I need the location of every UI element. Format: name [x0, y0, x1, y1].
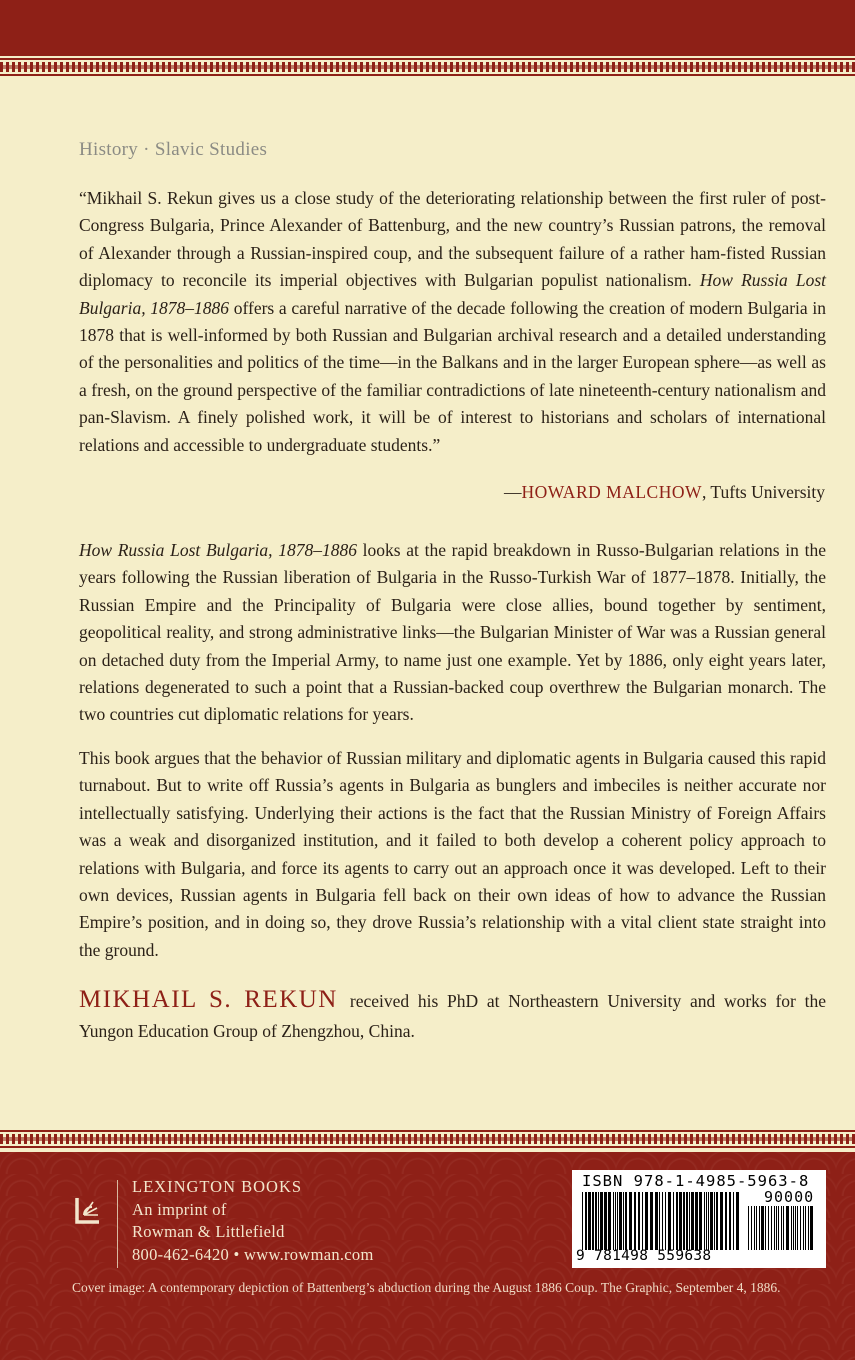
barcode-bar: [623, 1192, 624, 1250]
barcode-bar: [615, 1192, 616, 1250]
barcode-bar: [714, 1192, 715, 1250]
barcode-bar: [797, 1206, 798, 1250]
barcode-bar: [691, 1192, 694, 1250]
quote-book-title: How Russia Lost Bulgaria, 1878–1886: [79, 270, 827, 318]
barcode-bar: [774, 1206, 775, 1250]
barcode-bar: [810, 1206, 813, 1250]
bottom-decorative-border: [0, 1128, 855, 1152]
barcode-bar: [619, 1192, 622, 1250]
barcode-bar: [803, 1206, 804, 1250]
barcode-bar: [805, 1206, 806, 1250]
barcode-bar: [642, 1192, 643, 1250]
barcode-bar: [754, 1206, 755, 1250]
barcode-bar: [600, 1192, 603, 1250]
endorser-name: HOWARD MALCHOW: [521, 482, 702, 502]
barcode-bar: [710, 1192, 713, 1250]
description-book-title: How Russia Lost Bulgaria, 1878–1886: [79, 540, 357, 560]
barcode-bar: [716, 1192, 718, 1250]
barcode-bar: [676, 1192, 678, 1250]
publisher-divider: [117, 1180, 118, 1268]
top-color-band: [0, 0, 855, 56]
barcode-bar: [625, 1192, 627, 1250]
barcode-bar: [645, 1192, 648, 1250]
barcode-bar: [708, 1192, 709, 1250]
barcode-bar: [595, 1192, 597, 1250]
barcode-bar: [808, 1206, 809, 1250]
isbn-number: ISBN 978-1-4985-5963-8: [582, 1172, 810, 1190]
barcode-bars-main: [582, 1192, 740, 1250]
barcode-bar: [759, 1206, 760, 1250]
lexington-logo-icon: [73, 1196, 101, 1226]
barcode-bar: [604, 1192, 607, 1250]
barcode-addon-digits: 90000: [764, 1188, 815, 1206]
barcode-bar: [706, 1192, 707, 1250]
barcode-bar: [689, 1192, 690, 1250]
barcode-bar: [655, 1192, 658, 1250]
barcode-bar: [592, 1192, 594, 1250]
barcode-bar: [733, 1192, 734, 1250]
barcode-bar: [729, 1192, 731, 1250]
barcode-bar: [778, 1206, 779, 1250]
author-bio: [79, 985, 826, 1046]
barcode-bar: [617, 1192, 618, 1250]
barcode-bar: [748, 1206, 749, 1250]
barcode-bar: [686, 1192, 688, 1250]
barcode-bar: [751, 1206, 752, 1250]
quote-text-part2: offers a careful narrative of the decade following the creation of modern Bulgaria in 1878 that is well-informed by both Russian and Bulgarian archival research and a detailed understanding of the personalities and politics of the time—in the Balkans and in the larger European sphere—as well as a fresh, on the ground perspective of the familiar contradictions of late nineteenth-century nationalism and pan-Slavism. A finely polished work, it will be of interest to historians and scholars of international relations and accessible to undergraduate students.”: [79, 297, 826, 455]
barcode-bars-addon: [748, 1206, 816, 1250]
author-name: MIKHAIL S. REKUN: [79, 986, 338, 1013]
barcode-bar: [582, 1192, 583, 1250]
barcode-bar: [673, 1192, 674, 1250]
barcode-bar: [585, 1192, 587, 1250]
publisher-block: [73, 1176, 433, 1272]
description-paragraph-1: [79, 537, 826, 729]
barcode-bar: [699, 1192, 702, 1250]
barcode-bar: [795, 1206, 796, 1250]
parent-publisher: Rowman & Littlefield: [132, 1222, 285, 1241]
author-bio-text: received his PhD at Northeastern University and works for the Yungon Education Group of Zhengzhou, China.: [79, 991, 826, 1041]
barcode-bar: [768, 1206, 769, 1250]
barcode-bar: [786, 1206, 789, 1250]
publisher-contact: 800-462-6420 • www.rowman.com: [132, 1244, 374, 1264]
barcode-bar: [793, 1206, 794, 1250]
barcode-bar: [791, 1206, 792, 1250]
barcode-bar: [629, 1192, 632, 1250]
barcode-bar: [765, 1206, 766, 1250]
barcode-bar: [679, 1192, 682, 1250]
barcode-bar: [598, 1192, 599, 1250]
cover-image-credit: Cover image: A contemporary depiction of Battenberg’s abduction during the August 1886 Coup. The Graphic, September 4, 1886.: [72, 1280, 781, 1295]
publisher-name: LEXINGTON BOOKS: [132, 1177, 303, 1196]
barcode-bar: [720, 1192, 723, 1250]
description-text-1: looks at the rapid breakdown in Russo-Bulgarian relations in the years following the Russian liberation of Bulgaria in the Russo-Turkish War of 1877–1878. Initially, the Russian Empire and the Principality of Bulgaria were close allies, bound together by sentiment, geopolitical reality, and strong administrative links—the Bulgarian Minister of War was a Russian general on detached duty from the Imperial Army, to name just one example. Yet by 1886, only eight years later, relations degenerated to such a point that a Russian-backed coup overthrew the Bulgarian monarch. The two countries cut diplomatic relations for years.: [79, 540, 826, 725]
barcode-bar: [771, 1206, 772, 1250]
barcode-bar: [725, 1192, 727, 1250]
barcode-bar: [638, 1192, 640, 1250]
barcode-bar: [781, 1206, 782, 1250]
barcode-bar: [783, 1206, 784, 1250]
barcode-bar: [704, 1192, 705, 1250]
endorsement-quote: [79, 185, 826, 459]
barcode-bar: [588, 1192, 591, 1250]
barcode-bar: [761, 1206, 764, 1250]
barcode-bar: [736, 1192, 739, 1250]
imprint-line: An imprint of: [132, 1199, 227, 1219]
barcode-bar: [650, 1192, 653, 1250]
barcode-bar: [668, 1192, 671, 1250]
description-text-2: This book argues that the behavior of Russian military and diplomatic agents in Bulgaria caused this rapid turnabout. But to write off Russia’s agents in Bulgaria as bunglers and imbeciles is neither accurate nor intellectually satisfying. Underlying their actions is the fact that the Russian Ministry of Foreign Affairs was a weak and disorganized institution, and it failed to both develop a coherent policy approach to relations with Bulgaria, and force its agents to carry out an approach once it was developed. Left to their own devices, Russian agents in Bulgaria fell back on their own ideas of how to advance the Russian Empire’s position, and in doing so, they drove Russia’s relationship with a vital client state straight into the ground.: [79, 748, 826, 960]
barcode-bar: [659, 1192, 660, 1250]
barcode-bar: [695, 1192, 698, 1250]
ean-digits: 9 781498 559638: [576, 1248, 712, 1264]
barcode-bar: [662, 1192, 663, 1250]
top-decorative-border: [0, 56, 855, 78]
category-label: History · Slavic Studies: [79, 139, 268, 160]
barcode-bar: [613, 1192, 614, 1250]
isbn-barcode: [572, 1170, 826, 1268]
barcode-bar: [776, 1206, 777, 1250]
barcode-bar: [608, 1192, 611, 1250]
attribution-dash: —: [503, 482, 522, 502]
barcode-bar: [634, 1192, 636, 1250]
barcode-bar: [800, 1206, 801, 1250]
quote-text-part1: “Mikhail S. Rekun gives us a close study of the deteriorating relationship between the first ruler of post-Congress Bulgaria, Prince Alexander of Battenburg, and the new country’s Russian patrons, the removal of Alexander through a Russian-inspired coup, and the subsequent failure of a rather ham-fisted Russian diplomacy to reconcile its imperial objectives with Bulgarian populist nationalism.: [79, 188, 826, 291]
endorsement-attribution: [504, 482, 825, 503]
description-paragraph-2: [79, 745, 826, 964]
barcode-bar: [683, 1192, 685, 1250]
endorser-affiliation: , Tufts University: [701, 482, 825, 502]
barcode-bar: [665, 1192, 666, 1250]
barcode-bar: [756, 1206, 757, 1250]
